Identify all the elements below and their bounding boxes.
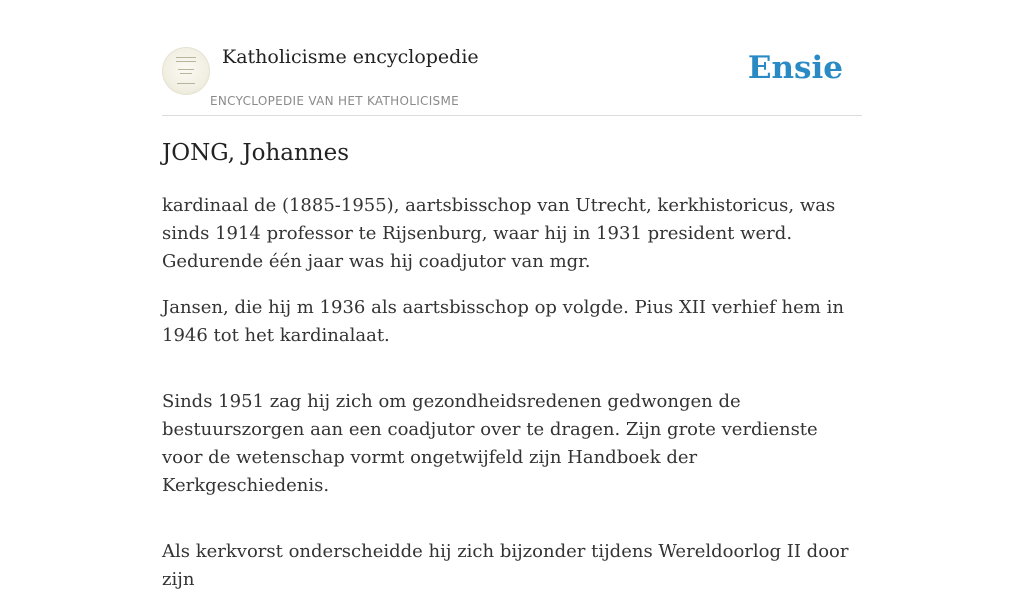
source-subtitle: ENCYCLOPEDIE VAN HET KATHOLICISME xyxy=(210,94,459,108)
cover-line xyxy=(180,73,192,74)
source-title[interactable]: Katholicisme encyclopedie xyxy=(222,46,479,68)
source-header xyxy=(162,44,862,116)
entry-paragraph: kardinaal de (1885-1955), aartsbisschop van Utrecht, kerkhistoricus, was sinds 1914 professor te Rijsenburg, waar hij in 1931 president werd. Gedurende één jaar was hij coadjutor van mgr. xyxy=(162,195,836,272)
entry-paragraph: Jansen, die hij m 1936 als aartsbisschop op volgde. Pius XII verhief hem in 1946 tot het kardinalaat. xyxy=(162,297,844,346)
entry-title: JONG, Johannes xyxy=(162,140,350,166)
cover-line xyxy=(176,57,196,58)
entry-body xyxy=(162,192,862,612)
entry-paragraph: Als kerkvorst onderscheidde hij zich bijzonder tijdens Wereldoorlog II door zijn xyxy=(162,541,849,590)
book-cover-icon[interactable] xyxy=(162,47,210,95)
ensie-logo-link[interactable]: Ensie xyxy=(747,50,843,86)
cover-line xyxy=(177,83,195,84)
cover-line xyxy=(178,69,194,70)
entry-paragraph: Sinds 1951 zag hij zich om gezondheidsredenen gedwongen de bestuurszorgen aan een coadjutor over te dragen. Zijn grote verdienste voor de wetenschap vormt ongetwijfeld zijn Handboek der Kerkgeschiedenis. xyxy=(162,391,818,496)
cover-line xyxy=(176,61,196,62)
